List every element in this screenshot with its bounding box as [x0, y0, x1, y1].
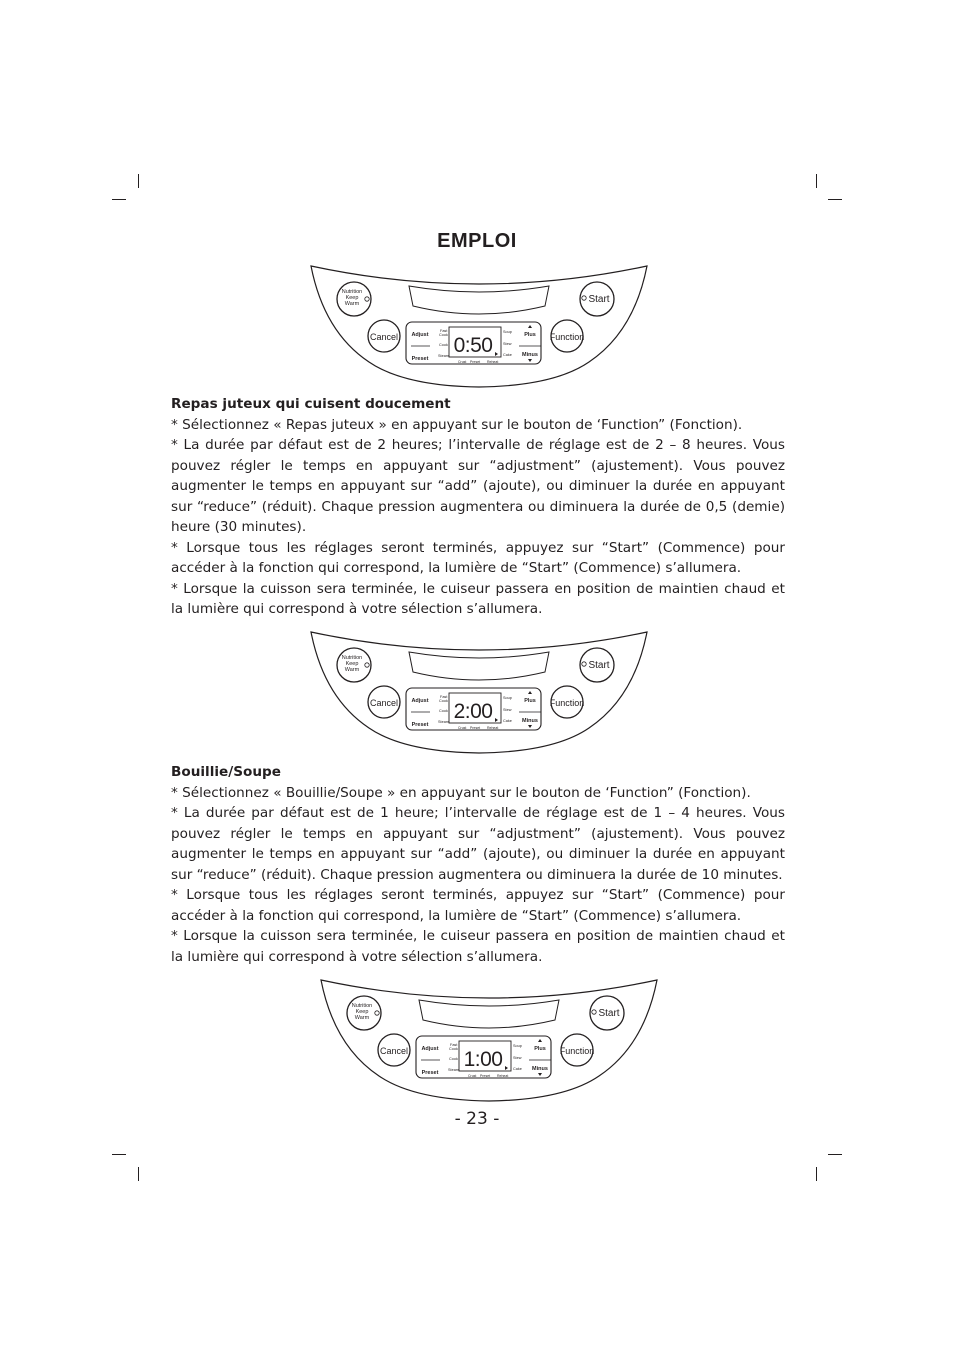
minus-button[interactable]: Minus [522, 352, 538, 358]
page-title: EMPLOI [437, 230, 517, 252]
keep-warm-button[interactable] [337, 648, 371, 682]
cancel-label: Cancel [369, 698, 399, 708]
reheat-label: Reheat [497, 1074, 509, 1078]
section-repas-juteux [171, 394, 785, 620]
section-heading: Bouillie/Soupe [171, 764, 281, 780]
warm-label: Warm [344, 301, 360, 307]
cake-label: Cake [503, 353, 512, 357]
paragraph: * La durée par défaut est de 1 heure; l’intervalle de réglage est de 1 – 4 heures. Vous pouvez régler le temps en appuyant sur “adjustment” (ajustement). Vous pouvez augmenter le temps en appuyant sur “add” (ajoute), ou diminuer la durée en appuyant sur “reduce” (réduit). Chaque pression augmentera ou diminuera la durée de 10 minutes. [171, 805, 785, 883]
preset-indicator-label: Preset [470, 726, 481, 730]
start-label: Start [588, 660, 610, 671]
crop-mark [138, 174, 139, 188]
plus-button[interactable]: Plus [524, 332, 536, 338]
soup-label: Soup [503, 330, 512, 334]
control-panel-diagram [309, 628, 649, 756]
start-button[interactable] [580, 282, 614, 316]
play-icon [495, 718, 498, 722]
paragraph: * Lorsque la cuisson sera terminée, le cuiseur passera en position de maintien chaud et la lumière qui correspond à votre sélection s’allumera. [171, 580, 785, 617]
fast-label: Fast [440, 695, 448, 699]
indicator-light-icon [365, 663, 369, 667]
paragraph: * Lorsque tous les réglages seront terminés, appuyez sur “Start” (Commence) pour accéder à la fonction qui correspond, la lumière de “Start” (Commence) s’allumera. [171, 887, 785, 924]
keep-warm-button[interactable] [347, 996, 381, 1030]
crop-mark [138, 1167, 139, 1181]
soup-label: Soup [503, 696, 512, 700]
cancel-label: Cancel [379, 1046, 409, 1056]
up-arrow-icon [528, 325, 532, 328]
lcd-time: 2:00 [453, 700, 493, 723]
indicator-light-icon [582, 296, 586, 300]
indicator-light-icon [592, 1010, 596, 1014]
page-number: - 23 - [454, 1109, 500, 1129]
warm-label: Warm [344, 667, 360, 673]
indicator-light-icon [365, 297, 369, 301]
start-label: Start [598, 1008, 620, 1019]
up-arrow-icon [538, 1039, 542, 1042]
function-button[interactable] [550, 320, 585, 352]
crust-label: Crust [468, 1074, 477, 1078]
control-panel-diagram [319, 976, 659, 1104]
crop-mark [816, 1167, 817, 1181]
play-icon [505, 1066, 508, 1070]
function-label: Function [549, 332, 585, 342]
down-arrow-icon [528, 725, 532, 728]
lcd-time: 1:00 [463, 1048, 503, 1071]
stew-label: Stew [513, 1056, 522, 1060]
cook-label: Cook [439, 709, 448, 713]
crop-mark [816, 174, 817, 188]
paragraph: * Sélectionnez « Repas juteux » en appuyant sur le bouton de ‘Function” (Fonction). [171, 416, 743, 433]
warm-label: Warm [354, 1015, 370, 1021]
preset-button[interactable]: Preset [411, 722, 429, 728]
function-button[interactable] [560, 1034, 595, 1066]
cancel-label: Cancel [369, 332, 399, 342]
keep-label: Keep [345, 295, 359, 301]
stew-label: Stew [503, 342, 512, 346]
play-icon [495, 352, 498, 356]
function-button[interactable] [550, 686, 585, 718]
crop-mark [112, 199, 126, 200]
down-arrow-icon [538, 1073, 542, 1076]
start-label: Start [588, 294, 610, 305]
keep-label: Keep [345, 661, 359, 667]
fast-label: Fast [440, 329, 448, 333]
crop-mark [112, 1154, 126, 1155]
cancel-button[interactable] [368, 320, 400, 352]
fast-cook-label: Cook [439, 699, 448, 703]
control-panel-diagram [309, 262, 649, 390]
section-heading: Repas juteux qui cuisent doucement [171, 396, 451, 412]
steam-label: Steam [438, 720, 449, 724]
steam-label: Steam [448, 1068, 459, 1072]
indicator-light-icon [375, 1011, 379, 1015]
cook-label: Cook [449, 1057, 458, 1061]
nutrition-label: Nutrition [341, 655, 363, 661]
adjust-button[interactable]: Adjust [421, 1046, 439, 1052]
function-label: Function [549, 698, 585, 708]
keep-label: Keep [355, 1009, 369, 1015]
paragraph: * La durée par défaut est de 2 heures; l’intervalle de réglage est de 2 – 8 heures. Vous pouvez régler le temps en appuyant sur “adjustment” (ajustement). Vous pouvez augmenter le temps en appuyant sur “add” (ajoute), ou diminuer la durée en appuyant sur “reduce” (réduit). Chaque pression augmentera ou diminuera la durée de 0,5 (demie) heure (30 minutes). [171, 437, 785, 535]
cook-label: Cook [439, 343, 448, 347]
preset-button[interactable]: Preset [421, 1070, 439, 1076]
minus-button[interactable]: Minus [522, 718, 538, 724]
cancel-button[interactable] [368, 686, 400, 718]
adjust-button[interactable]: Adjust [411, 332, 429, 338]
reheat-label: Reheat [487, 360, 499, 364]
soup-label: Soup [513, 1044, 522, 1048]
section-bouillie-soupe [171, 762, 785, 967]
fast-label: Fast [450, 1043, 458, 1047]
start-button[interactable] [590, 996, 624, 1030]
start-button[interactable] [580, 648, 614, 682]
keep-warm-button[interactable] [337, 282, 371, 316]
paragraph: * Sélectionnez « Bouillie/Soupe » en appuyant sur le bouton de ‘Function” (Fonction). [171, 784, 751, 801]
preset-indicator-label: Preset [470, 360, 481, 364]
up-arrow-icon [528, 691, 532, 694]
cake-label: Cake [503, 719, 512, 723]
crop-mark [828, 1154, 842, 1155]
fast-cook-label: Cook [439, 333, 448, 337]
plus-button[interactable]: Plus [524, 698, 536, 704]
preset-button[interactable]: Preset [411, 356, 429, 362]
crust-label: Crust [458, 726, 467, 730]
lcd-time: 0:50 [453, 334, 493, 357]
stew-label: Stew [503, 708, 512, 712]
minus-button[interactable]: Minus [532, 1066, 548, 1072]
fast-cook-label: Cook [449, 1047, 458, 1051]
plus-button[interactable]: Plus [534, 1046, 546, 1052]
nutrition-label: Nutrition [351, 1003, 373, 1009]
indicator-light-icon [582, 662, 586, 666]
adjust-button[interactable]: Adjust [411, 698, 429, 704]
down-arrow-icon [528, 359, 532, 362]
paragraph: * Lorsque tous les réglages seront terminés, appuyez sur “Start” (Commence) pour accéder à la fonction qui correspond, la lumière de “Start” (Commence) s’allumera. [171, 539, 785, 576]
cancel-button[interactable] [378, 1034, 410, 1066]
function-label: Function [559, 1046, 595, 1056]
steam-label: Steam [438, 354, 449, 358]
crust-label: Crust [458, 360, 467, 364]
reheat-label: Reheat [487, 726, 499, 730]
preset-indicator-label: Preset [480, 1074, 491, 1078]
nutrition-label: Nutrition [341, 289, 363, 295]
cake-label: Cake [513, 1067, 522, 1071]
paragraph: * Lorsque la cuisson sera terminée, le cuiseur passera en position de maintien chaud et la lumière qui correspond à votre sélection s’allumera. [171, 928, 785, 965]
crop-mark [828, 199, 842, 200]
